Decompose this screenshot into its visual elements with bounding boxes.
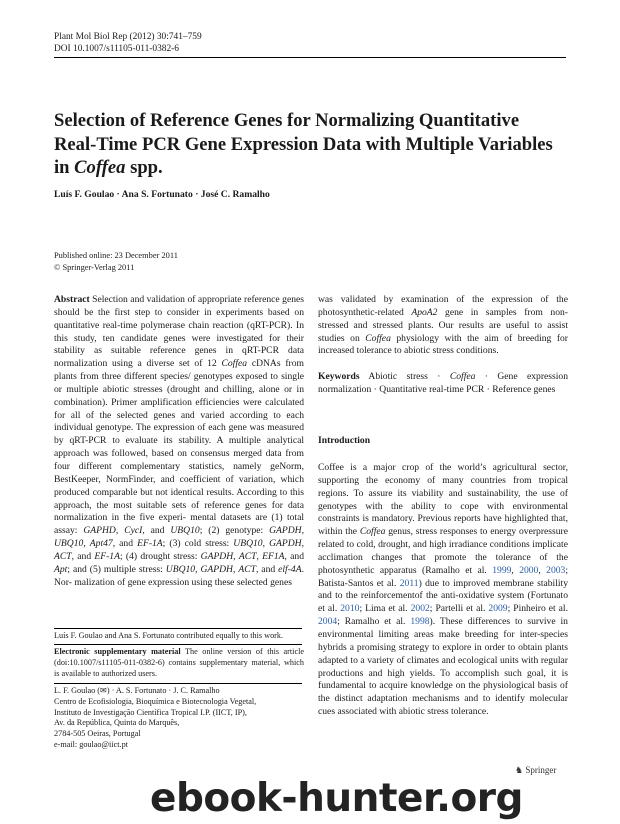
affiliation-line: 2784-505 Oeiras, Portugal <box>54 729 141 739</box>
publisher-name: Springer <box>525 765 557 775</box>
publisher-logo <box>515 765 556 776</box>
abstract-label: Abstract <box>54 294 90 305</box>
copyright: © Springer-Verlag 2011 <box>54 262 135 272</box>
journal-doi: DOI 10.1007/s11105-011-0382-6 <box>54 44 179 54</box>
journal-header <box>54 31 202 55</box>
watermark: ebook-hunter.org <box>150 776 523 821</box>
affiliation-authors: L. F. Goulao (✉) · A. S. Fortunato · J. C. Ramalho <box>54 686 220 695</box>
published-date: Published online: 23 December 2011 <box>54 251 178 260</box>
section-heading-introduction: Introduction <box>318 435 371 446</box>
citation-link[interactable]: 2003 <box>546 564 566 576</box>
introduction-paragraph: Coffee is a major crop of the world’s agricultural sector, supporting the economy of many countries from tropical regions. To assure its viability and sustainability, the use of genotypes with the ability to cope with environmental constraints is mandatory. Previous reports have highlighted that, within the Coffea genus, stress responses to energy overpressure related to cold, drought, and high irradiance conditions implicate acclimation changes that promote the tolerance of the photosynthetic apparatus (Ramalho et al. 1999, 2000, 2003; Batista-Santos et al. 2011) due to improved membrane stability and to the reinforcementof the anti-oxidative system (Fortunato et al. 2010; Lima et al. 2002; Partelli et al. 2009; Pinheiro et al. 2004; Ramalho et al. 1998). These differences to survive in environmental limiting areas make breeding for inter-species hybrids a promising strategy to explore in order to obtain plants adapted to a variety of climates and ecological units with regular productions and high yields. To accomplish such goal, it is fundamental to acquire knowledge on the physiological basis of the distinct adaptation mechanisms and to identify molecular cues associated with abiotic stress tolerance. <box>318 462 569 718</box>
article-title: Selection of Reference Genes for Normalizing Quantitative Real-Time PCR Gene Expression Data with Multiple Variables in Coffea spp. <box>54 110 553 178</box>
keywords: Keywords Abiotic stress · Coffea · Gene expression normalization · Quantitative real-time PCR · Reference genes <box>318 371 568 395</box>
citation-link[interactable]: 2004 <box>318 616 338 628</box>
abstract-column-1: Abstract Selection and validation of appropriate reference genes should be the first step to consider in experiments based on quantitative real-time polymerase chain reaction (qRT-PCR). In this study, ten candidate genes were investigated for their stability as suitable reference genes in qRT-PCR data normalization using a diverse set of 12 Coffea cDNAs from plants from three different species/ genotypes exposed to single or multiple abiotic stresses (drought and chilling, alone or in combination). Primer amplification efficiencies were calculated for all of the selected genes and varied according to each individual genotype. The expression of each gene was measured by qRT-PCR to evaluate its stability. A multiple analytical approach was followed, based on consensus merged data from four different complementary statistics, namely geNorm, BestKeeper, NormFinder, and coefficient of variation, which produced comparable but not identical results. According to this approach, the most suitable sets of reference genes for data normalization in the five experi- mental datasets are (1) total assay: GAPHD, CycI, and UBQ10; (2) genotype: GAPDH, UBQ10, Apt47, and EF-1A; (3) cold stress: UBQ10, GAPDH, ACT, and EF-1A; (4) drought stress: GAPDH, ACT, EF1A, and Apt; and (5) multiple stress: UBQ10, GAPDH, ACT, and elf-4A. Nor- malization of gene expression using these selected genes <box>54 294 304 588</box>
contact-email: e-mail: goulao@iict.pt <box>54 739 128 749</box>
citation-link[interactable]: 2002 <box>410 603 430 615</box>
esm-note: Electronic supplementary material The online version of this article (doi:10.1007/s11105-011-0382-6) contains supplementary material, which is available to authorized users. <box>54 647 304 678</box>
citation-link[interactable]: 1998 <box>410 616 430 628</box>
publication-info <box>54 250 178 273</box>
affiliation-line: Centro de Ecofisiologia, Bioquímica e Biotecnologia Vegetal, <box>54 696 257 706</box>
citation-link[interactable]: 2009 <box>488 603 508 615</box>
affiliation-line: Instituto de Investigação Científica Tropical I.P. (IICT, IP), <box>54 707 247 717</box>
footnote-rule <box>54 628 302 629</box>
footnote-rule-3 <box>54 683 302 684</box>
affiliation-block <box>54 686 304 751</box>
header-rule <box>54 57 566 58</box>
citation-link[interactable]: 2011 <box>399 577 419 589</box>
keywords-label: Keywords <box>318 371 360 382</box>
citation-link[interactable]: 1999 <box>492 564 512 576</box>
journal-citation: Plant Mol Biol Rep (2012) 30:741–759 <box>54 32 202 42</box>
springer-horse-icon: ♞ <box>515 765 524 775</box>
citation-link[interactable]: 2010 <box>340 603 360 615</box>
equal-contribution-note: Luís F. Goulao and Ana S. Fortunato contributed equally to this work. <box>54 631 284 640</box>
author-list: Luís F. Goulao · Ana S. Fortunato · José C. Ramalho <box>54 189 270 200</box>
affiliation-line: Av. da República, Quinta do Marquês, <box>54 718 180 728</box>
footnote-rule-2 <box>54 644 302 645</box>
abstract-column-2: was validated by examination of the expression of the photosynthetic-related ApoA2 gene in samples from non- stressed and stressed plants. Our results are useful to assist studies on Coffea physiology with the aim of breeding for increased tolerance to abiotic stress conditions. <box>318 294 569 357</box>
citation-link[interactable]: 2000 <box>519 564 539 576</box>
